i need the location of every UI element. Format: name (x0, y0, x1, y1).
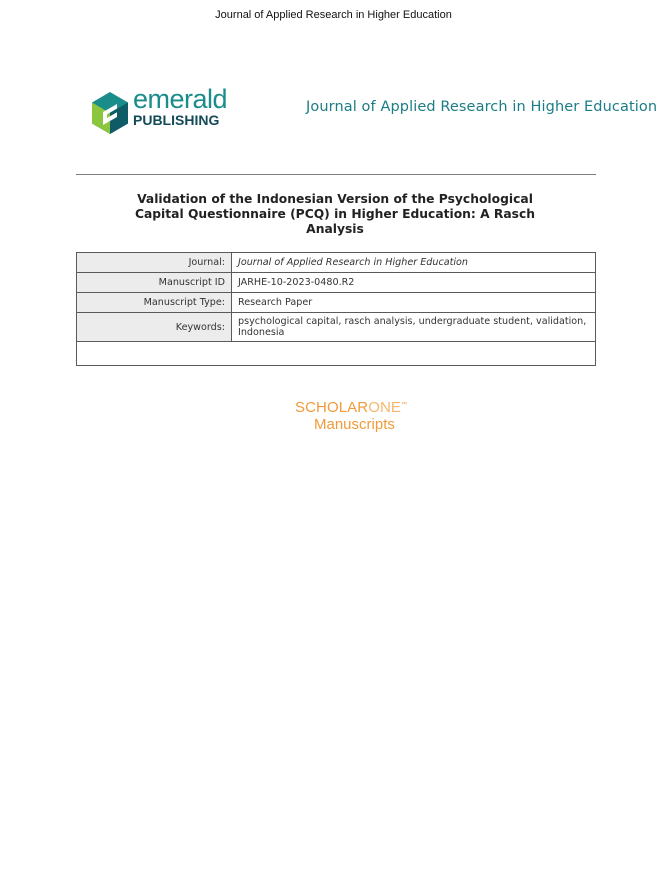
scholarone-part2: ONE (368, 399, 402, 416)
row-label: Journal: (77, 253, 232, 273)
header-divider (76, 174, 596, 175)
row-value: psychological capital, rasch analysis, undergraduate student, validation, Indonesia (232, 313, 596, 342)
empty-cell (77, 342, 596, 366)
manuscript-title: Validation of the Indonesian Version of the Psychological Capital Questionnaire (PCQ) in Higher Education: A Rasch Analysis (134, 192, 536, 236)
row-label: Manuscript Type: (77, 293, 232, 313)
scholarone-logo (295, 399, 407, 416)
emerald-publishing-logo (90, 84, 228, 136)
table-row (77, 273, 596, 293)
row-value: Research Paper (232, 293, 596, 313)
table-row-empty (77, 342, 596, 366)
row-label: Keywords: (77, 313, 232, 342)
table-row (77, 253, 596, 273)
scholarone-manuscripts: Manuscripts (314, 416, 395, 433)
row-label: Manuscript ID (77, 273, 232, 293)
row-value: Journal of Applied Research in Higher Education (232, 253, 596, 273)
scholarone-part1: SCHOLAR (295, 399, 369, 416)
logo-wordmark: emerald (133, 84, 228, 114)
logo-subwordmark: PUBLISHING (133, 112, 220, 128)
running-header: Journal of Applied Research in Higher Education (215, 9, 452, 21)
table-row (77, 313, 596, 342)
manuscript-info-table (76, 252, 596, 366)
table-row (77, 293, 596, 313)
emerald-logo-icon (90, 91, 130, 135)
banner-journal-title: Journal of Applied Research in Higher Education (306, 99, 658, 115)
trademark-symbol: ™ (401, 402, 408, 408)
journal-banner (76, 84, 658, 136)
row-value: JARHE-10-2023-0480.R2 (232, 273, 596, 293)
